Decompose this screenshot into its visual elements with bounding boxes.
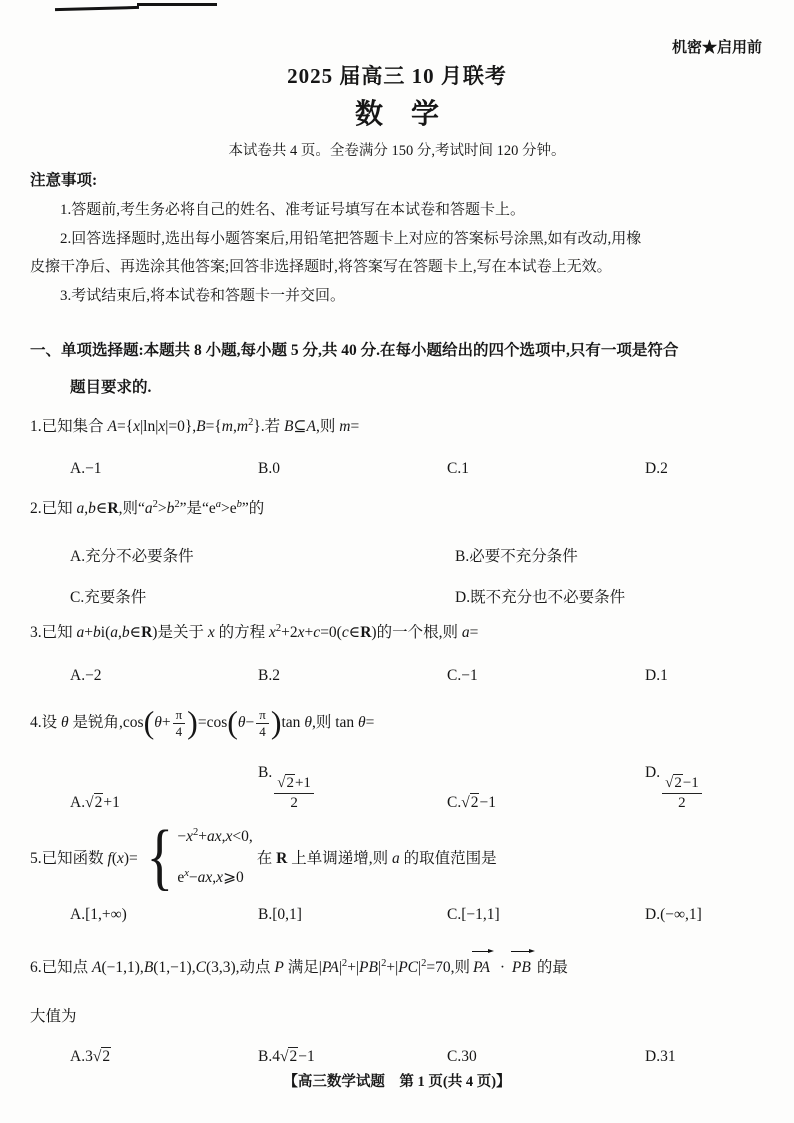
question-2: [30, 494, 778, 607]
piecewise-case-2: $e^x-ax,x⩾0$: [177, 868, 244, 887]
option-a: A.−1: [70, 460, 102, 478]
notice-item-2-continued: 皮擦干净后、再选涂其他答案;回答非选择题时,将答案写在答题卡上,写在本试卷上无效。: [30, 259, 612, 275]
question-6-stem-line1: 6.已知点 A(−1,1),B(1,−1),C(3,3),动点 P 满足$|PA|^2+|PB|^2+|PC|^2=70$,则 PA · PB 的最: [30, 950, 778, 982]
notice-item-2: 2.回答选择题时,选出每小题答案后,用铅笔把答题卡上对应的答案标号涂黑,如有改动,用橡: [60, 230, 642, 247]
notice-item-1: 1.答题前,考生务必将自己的姓名、准考证号填写在本试卷和答题卡上。: [60, 202, 526, 218]
question-5-options: [30, 906, 778, 924]
security-label: 机密★启用前: [671, 40, 762, 56]
brace-glyph: {: [146, 816, 173, 898]
question-5-stem: [30, 816, 778, 898]
piecewise-function: [142, 816, 253, 898]
option-a: A.3√2: [70, 1048, 111, 1066]
question-5: [30, 816, 778, 924]
option-a: A.充分不必要条件: [70, 548, 194, 566]
question-5-stem-suffix: 在 R 上单调递增,则 a 的取值范围是: [256, 850, 497, 868]
section-heading-line2: 题目要求的.: [70, 379, 152, 396]
question-1-options: [30, 460, 778, 478]
option-c: C.1: [447, 460, 469, 478]
section-heading-line1: 一、单项选择题:本题共 8 小题,每小题 5 分,共 40 分.在每小题给出的四个选项中,只有一项是符合: [30, 342, 679, 359]
question-3: [30, 618, 778, 685]
piecewise-case-1: $-x^2+ax,x<0$,: [177, 826, 253, 846]
option-d: D.31: [645, 1048, 676, 1066]
option-d: D.(−∞,1]: [645, 906, 702, 924]
page-footer: 【高三数学试题 第 1 页(共 4 页)】: [283, 1074, 511, 1090]
subject-title: 数 学: [354, 99, 439, 130]
question-6-options: [30, 1048, 778, 1066]
option-d: D. $\frac{√2-1}{2}$: [645, 764, 778, 812]
option-c: C.−1: [447, 667, 478, 685]
option-b: B.0: [258, 460, 280, 478]
question-2-stem: 2.已知 a,b∈R,则“$a^2>b^2$”是“$e^a>e^b$”的: [30, 499, 265, 518]
scan-artifact-left: [55, 6, 139, 11]
exam-title: 2025 届高三 10 月联考: [287, 64, 507, 88]
option-c: C.充要条件: [70, 589, 147, 607]
option-c: C.30: [447, 1048, 477, 1066]
option-a: A.[1,+∞): [70, 906, 127, 924]
option-c: C.[−1,1]: [447, 906, 500, 924]
section-heading: [30, 332, 780, 406]
option-a: A.−2: [70, 667, 102, 685]
option-b: B. $\frac{√2+1}{2}$: [258, 764, 447, 812]
option-a: A.√2+1: [70, 794, 120, 811]
option-b: B.2: [258, 667, 280, 685]
question-6-stem-line2: 大值为: [30, 1008, 77, 1026]
option-d: D.既不充分也不必要条件: [455, 589, 626, 607]
question-4: [30, 698, 778, 812]
scan-artifact-right: [137, 3, 217, 6]
question-3-options: [30, 667, 778, 685]
question-4-options: [30, 764, 778, 812]
option-b: B.必要不充分条件: [455, 548, 578, 566]
question-1-stem: 1.已知集合 $A=\{x|\ln|x|=0\},B=\{m,m^2\}$.若 B⊆A,则 m=: [30, 417, 360, 436]
question-1: [30, 412, 778, 478]
question-3-stem: 3.已知 a+bi(a,b∈R)是关于 x 的方程 $x^2+2x+c=0(c\in R)$的一个根,则 a=: [30, 623, 479, 642]
notice-section: [30, 170, 774, 310]
option-d: D.1: [645, 667, 668, 685]
option-c: C.√2−1: [447, 794, 496, 811]
option-b: B.4√2−1: [258, 1048, 315, 1066]
notice-heading: 注意事项:: [30, 172, 98, 189]
question-5-stem-prefix: 5.已知函数 f(x)=: [30, 850, 138, 868]
option-d: D.2: [645, 460, 668, 478]
exam-info-line: 本试卷共 4 页。全卷满分 150 分,考试时间 120 分钟。: [228, 143, 566, 159]
question-6: [30, 950, 778, 1066]
option-b: B.[0,1]: [258, 906, 302, 924]
notice-item-3: 3.考试结束后,将本试卷和答题卡一并交回。: [60, 287, 346, 304]
question-4-stem: 4.设 θ 是锐角,cos(θ+ $\frac{\pi}{4}$ )=cos(θ− $\frac{\pi}{4}$ )tan θ,则 tan θ=: [30, 704, 375, 740]
question-2-options: [30, 544, 778, 607]
